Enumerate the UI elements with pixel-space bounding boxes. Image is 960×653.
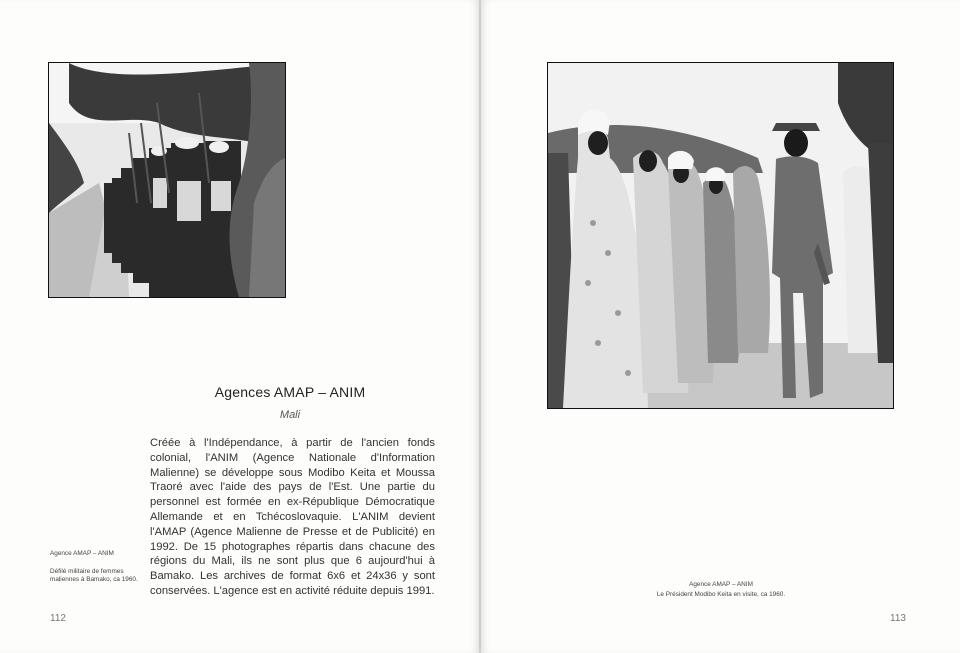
agency-heading: Agences AMAP – ANIM bbox=[214, 384, 366, 400]
right-caption-title: Agence AMAP – ANIM bbox=[689, 581, 753, 588]
left-page bbox=[0, 0, 479, 653]
page-number-left: 112 bbox=[50, 613, 66, 624]
right-photo-caption bbox=[611, 580, 831, 599]
left-caption-text: Défilé militaire de femmes maliennes à Bamako, ca 1960. bbox=[50, 567, 138, 584]
left-photo-caption bbox=[50, 550, 142, 585]
right-page bbox=[481, 0, 960, 653]
country-subheading: Mali bbox=[279, 409, 301, 421]
page-number-right: 113 bbox=[890, 613, 906, 624]
president-visit-photo bbox=[547, 62, 894, 409]
parade-photo-image bbox=[49, 63, 285, 297]
right-caption-text: Le Président Modibo Keita en visite, ca 1960. bbox=[656, 590, 786, 598]
left-caption-title: Agence AMAP – ANIM bbox=[50, 550, 114, 557]
agency-description: Créée à l'Indépendance, à partir de l'ancien fonds colonial, l'ANIM (Agence Nationale d'Information Malienne) se développe sous Modibo Keita et Moussa Traoré avec l'aide des pays de l'Est. Une partie du personnel est formée en ex-République Démocratique Allemande et en Tchécoslovaquie. L'ANIM devient l'AMAP (Agence Malienne de Presse et de Publicité) en 1992. De 15 photographes répartis dans chacune des régions du Mali, ils ne sont plus que 6 aujourd'hui à Bamako. Les archives de format 6x6 et 24x36 y sont conservées. L'agence est en activité réduite depuis 1991. bbox=[150, 437, 435, 597]
president-visit-photo-image bbox=[548, 63, 893, 408]
parade-photo bbox=[48, 62, 286, 298]
